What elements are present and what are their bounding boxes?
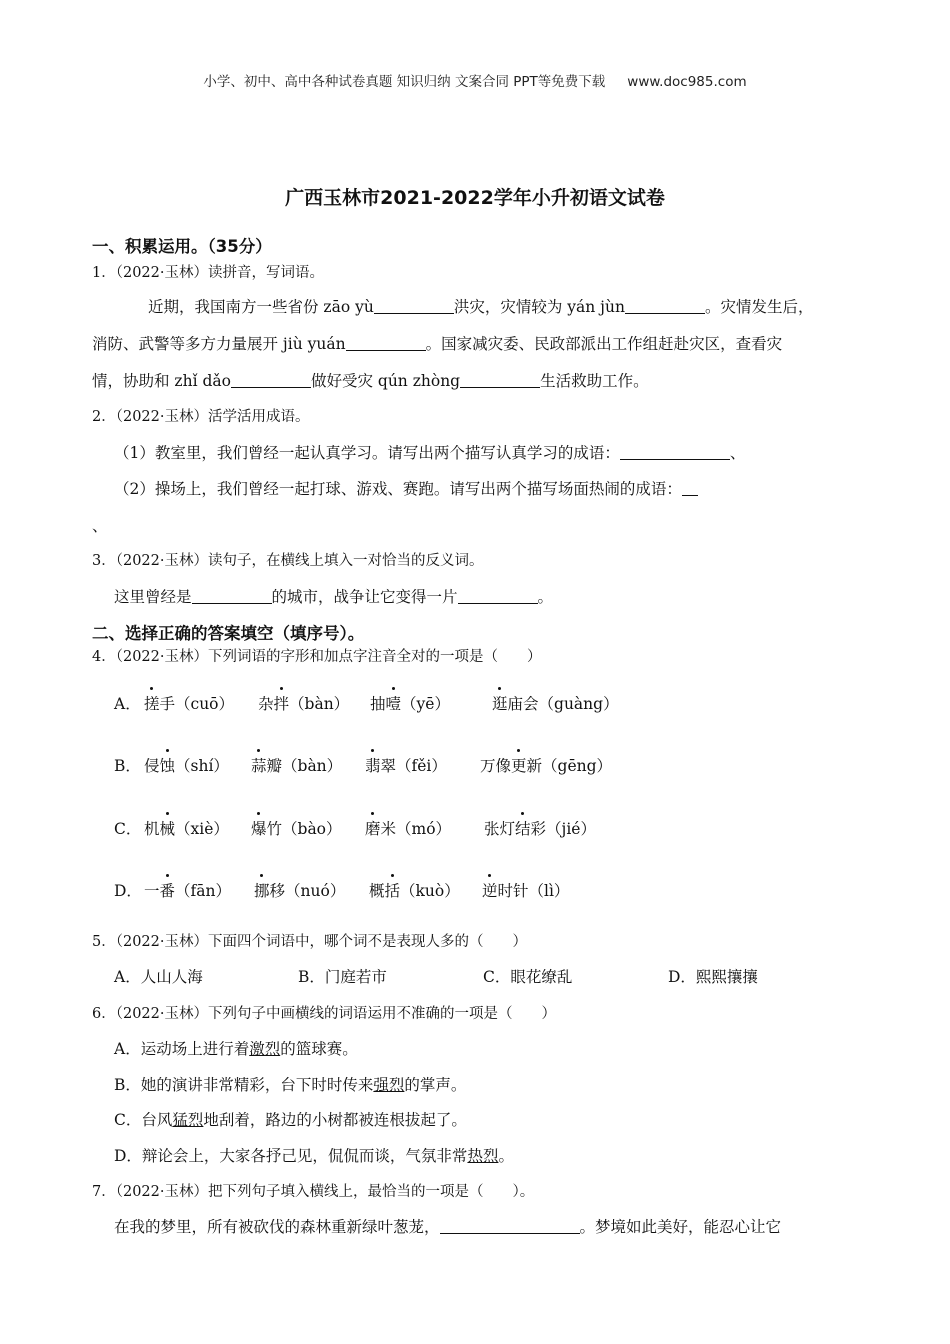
q6-stem: 6．（2022·玉林）下列句子中画横线的词语运用不准确的一项是（ ） [92,1006,556,1022]
option-label: D． [114,882,142,900]
q2-stem: 2．（2022·玉林）活学活用成语。 [92,409,310,425]
option-word: 搓手（cuō） [144,692,234,714]
answer-blank[interactable] [374,298,454,315]
q7-sentence [114,1215,781,1237]
answer-blank[interactable] [440,1218,580,1235]
option-word: 杂拌（bàn） [258,692,349,714]
option-word: 逆时针（lì） [482,879,569,901]
q6-option-d[interactable]: D．辩论会上，大家各抒己见，侃侃而谈，气氛非常热烈。 [114,1147,514,1165]
section-2-heading: 二、选择正确的答案填空（填序号）。 [92,624,365,643]
answer-blank[interactable] [625,298,705,315]
answer-blank[interactable] [192,588,272,605]
q2-text: （1）教室里，我们曾经一起认真学习。请写出两个描写认真学习的成语： [114,444,620,462]
q4-stem: 4．（2022·玉林）下列词语的字形和加点字注音全对的一项是（ ） [92,649,542,665]
q5-option-a[interactable]: A．人山人海 [114,968,203,986]
answer-blank[interactable] [458,588,538,605]
page-header [0,70,950,90]
option-label: A． [114,695,141,713]
section-1-heading: 一、积累运用。（35分） [92,237,272,256]
option-word: 爆竹（bào） [251,817,342,839]
q1-text: 消防、武警等多方力量展开 jiù yuán [92,335,346,353]
q5-option-c[interactable]: C．眼花缭乱 [483,968,573,986]
q2-sub-2 [114,477,698,499]
option-word: 张灯结彩（jié） [484,817,596,839]
q3-text: 这里曾经是 [114,588,192,606]
q1-text: 生活救助工作。 [540,372,649,390]
q6-option-c[interactable]: C．台风猛烈地刮着，路边的小树都被连根拔起了。 [114,1111,467,1129]
q2-sub-1 [114,441,745,463]
option-word: 一番（fān） [144,879,231,901]
q7-text: 。梦境如此美好，能忍心让它 [579,1218,782,1236]
q6-option-b[interactable]: B．她的演讲非常精彩，台下时时传来强烈的掌声。 [114,1076,467,1094]
option-label: C． [114,820,142,838]
q2-text: （2）操场上，我们曾经一起打球、游戏、赛跑。请写出两个描写场面热闹的成语： [114,480,682,498]
q1-line-3 [92,369,649,391]
answer-blank[interactable] [682,480,698,497]
option-word: 逛庙会（guàng） [492,692,619,714]
answer-blank[interactable] [620,444,730,461]
q2-text: 、 [729,444,746,462]
header-url[interactable]: www.doc985.com [627,74,747,90]
option-word: 抽噎（yē） [370,692,450,714]
option-label: B． [114,757,141,775]
option-word: 翡翠（fěi） [365,754,447,776]
q1-line-2 [92,332,782,354]
q1-text: 洪灾，灾情较为 yán jùn [453,298,625,316]
q1-text: 情，协助和 zhǐ dǎo [92,372,231,390]
q1-stem: 1．（2022·玉林）读拼音，写词语。 [92,265,324,281]
q1-text: 做好受灾 qún zhòng [310,372,461,390]
q3-text: 。 [537,588,554,606]
q1-text: 。国家减灾委、民政部派出工作组赶赴灾区，查看灾 [425,335,783,353]
q5-stem: 5．（2022·玉林）下面四个词语中，哪个词不是表现人多的（ ） [92,934,527,950]
q5-option-b[interactable]: B．门庭若市 [298,968,387,986]
q1-text: 近期，我国南方一些省份 zāo yù [148,298,374,316]
exam-title: 广西玉林市2021-2022学年小升初语文试卷 [285,187,665,209]
q7-stem: 7．（2022·玉林）把下列句子填入横线上，最恰当的一项是（ ）。 [92,1184,535,1200]
q3-text: 的城市，战争让它变得一片 [271,588,458,606]
q7-text: 在我的梦里，所有被砍伐的森林重新绿叶葱茏， [114,1218,440,1236]
option-word: 侵蚀（shí） [144,754,229,776]
option-word: 蒜瓣（bàn） [251,754,342,776]
q5-option-d[interactable]: D．熙熙攘攘 [668,968,758,986]
option-word: 挪移（nuó） [254,879,345,901]
q6-option-a[interactable]: A．运动场上进行着激烈的篮球赛。 [114,1040,358,1058]
option-word: 万像更新（gēng） [480,754,612,776]
answer-blank[interactable] [346,335,426,352]
answer-blank[interactable] [231,372,311,389]
option-word: 概括（kuò） [369,879,460,901]
header-text: 小学、初中、高中各种试卷真题 知识归纳 文案合同 PPT等免费下载 [203,74,606,90]
option-word: 磨米（mó） [365,817,451,839]
q3-stem: 3．（2022·玉林）读句子，在横线上填入一对恰当的反义词。 [92,553,484,569]
q2-sub-2-cont: 、 [92,517,108,535]
q1-line-1 [148,295,813,317]
option-word: 机械（xiè） [144,817,229,839]
answer-blank[interactable] [460,372,540,389]
q1-text: 。灾情发生后， [704,298,814,316]
q3-sentence [114,585,553,607]
